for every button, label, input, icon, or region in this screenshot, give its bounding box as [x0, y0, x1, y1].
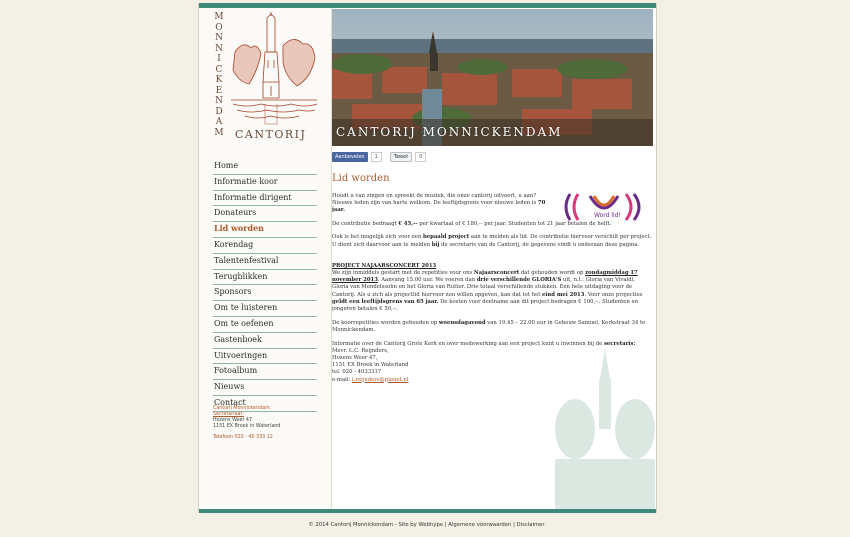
contact-phone: Telefoon 020 - 40 333 12	[213, 435, 273, 440]
intro-text-2: Nieuwe leden zijn van harte welkom. De leeftijdsgrens voor nieuwe leden is	[332, 200, 538, 207]
badge-text: Word lid!	[594, 212, 621, 219]
tweet-count: 0	[415, 152, 426, 162]
rehearsal-text: De koorrepetities worden gehouden op	[332, 319, 439, 326]
fee-amount: € 45,--	[398, 220, 418, 227]
nav-item-home[interactable]: Home	[213, 159, 317, 175]
concert-text-6: De kosten voor deelname aan dit project bedragen € 100,--. Studenten en jongeren betalen € 50,--.	[332, 298, 639, 312]
contact-city: 1151 EX Broek in Waterland	[213, 424, 281, 429]
intro-text: Houdt u van zingen en spreekt de muziek, die onze cantorij uitvoert, u aan?	[332, 193, 537, 199]
site-logo[interactable]	[199, 8, 331, 148]
logo-letter: O	[215, 22, 223, 33]
header-caption: CANTORIJ MONNICKENDAM	[336, 125, 563, 139]
facebook-count: 1	[371, 152, 382, 162]
secretary-intro: Informatie over de Cantorij Grote Kerk en over medewerking aan een project kunt u inwinnen bij de	[332, 340, 604, 347]
main-navigation	[213, 159, 317, 412]
logo-letter: C	[215, 64, 223, 75]
secretary-street: Hozens Weer 47,	[332, 354, 378, 361]
logo-vertical-text	[213, 12, 225, 138]
concert-glorias: drie verschillende GLORIA'S	[476, 277, 562, 284]
nav-item-terugblikken[interactable]: Terugblikken	[213, 270, 317, 286]
project-bold-2: bij	[431, 241, 440, 248]
secretary-email-link[interactable]: l.reijnders@planet.nl	[351, 376, 409, 383]
concert-date: zondagmiddag 17 november 2013	[332, 269, 638, 284]
logo-letter: M	[214, 127, 224, 138]
logo-letter: I	[217, 54, 221, 64]
logo-letter: N	[215, 43, 223, 54]
project-text: Ook is het mogelijk zich voor een	[332, 234, 424, 241]
facebook-like-button[interactable]: Aanbevelen	[332, 152, 368, 162]
logo-letter: M	[214, 12, 224, 22]
concert-bold: Najaarsconcert	[473, 269, 520, 276]
project-text-2: aan te melden als lid. De contributie hiervoor verschilt per project. U dient zich daarvoor aan te melden	[332, 234, 652, 248]
page-title: Lid worden	[332, 173, 390, 184]
email-label: e-mail:	[332, 376, 352, 383]
concert-age-limit: geldt een leeftijdsgrens van 65 jaar.	[332, 298, 439, 305]
church-drawing-icon	[227, 12, 322, 130]
project-heading: PROJECT NAJAARSCONCERT 2013	[332, 262, 437, 269]
nav-item-fotoalbum[interactable]: Fotoalbum	[213, 364, 317, 380]
nav-item-om-te-luisteren[interactable]: Om te luisteren	[213, 301, 317, 317]
nav-item-sponsors[interactable]: Sponsors	[213, 285, 317, 301]
rehearsal-day: woensdagavond	[438, 319, 486, 326]
nav-item-korendag[interactable]: Korendag	[213, 238, 317, 254]
contact-street: Hozens Weer 47	[213, 418, 253, 423]
nav-item-informatie-koor[interactable]: Informatie koor	[213, 175, 317, 191]
logo-letter: N	[215, 96, 223, 106]
tweet-button[interactable]: Tweet	[390, 152, 412, 162]
project-text-3: de secretaris van de Cantorij, de gegevens vindt u onderaan deze pagina.	[439, 241, 640, 248]
header-photo	[332, 9, 653, 146]
nav-item-informatie-dirigent[interactable]: Informatie dirigent	[213, 191, 317, 207]
nav-item-gastenboek[interactable]: Gastenboek	[213, 333, 317, 349]
logo-letter: A	[215, 117, 223, 127]
nav-item-donateurs[interactable]: Donateurs	[213, 206, 317, 222]
nav-item-talentenfestival[interactable]: Talentenfestival	[213, 254, 317, 270]
bottom-accent-bar	[199, 509, 656, 513]
concert-text-4: uit, n.l.: Gloria van Vivaldi, Gloria van Mendelssohn en het Gloria van Rutter. Drie totaal verschillende stukken. Een hele uitdaging voor de Cantorij. Als u zich als projectlid hiervoor zou willen opgeven, kan dat tot het	[332, 277, 636, 298]
nav-item-lid-worden[interactable]: Lid worden	[213, 222, 317, 238]
page-container	[198, 3, 657, 513]
nav-item-uitvoeringen[interactable]: Uitvoeringen	[213, 349, 317, 365]
concert-text-3: . Aanvang 15.00 uur. We voeren dan	[377, 277, 477, 284]
secretary-name: Mevr. L.C. Reijnders,	[332, 347, 389, 354]
secretary-phone: tel. 020 - 4033317	[332, 369, 382, 376]
secretary-label: secretaris:	[603, 340, 636, 347]
contact-org: Cantorij Monnickendam	[213, 406, 270, 411]
concert-text-5: . Voor onze projecties	[584, 291, 643, 298]
content-body	[332, 193, 652, 390]
logo-letter: K	[215, 75, 223, 85]
main-content	[332, 146, 655, 509]
logo-wordmark: CANTORIJ	[235, 128, 307, 141]
nav-item-contact[interactable]: Contact	[213, 396, 317, 412]
project-bold: bepaald project	[423, 234, 470, 241]
secretary-city: 1151 EX Broek in Waterland	[332, 362, 409, 369]
sidebar-contact	[213, 406, 323, 441]
logo-letter: N	[215, 33, 223, 43]
concert-text-2: dat gehouden wordt op	[519, 269, 586, 276]
nav-item-om-te-oefenen[interactable]: Om te oefenen	[213, 317, 317, 333]
fee-text-2: per kwartaal of € 180,-- per jaar. Studenten tot 21 jaar betalen de helft.	[417, 220, 612, 227]
concert-deadline: eind mei 2013	[542, 291, 585, 298]
fee-text: De contributie bedraagt	[332, 220, 399, 227]
sidebar	[199, 8, 331, 509]
logo-letter: D	[215, 106, 223, 117]
footer: © 2014 Cantorij Monnickendam - Site by Webhype | Algemene voorwaarden | Disclaimer	[308, 522, 545, 528]
rehearsal-text-2: van 19.45 – 22.00 uur in Gebouw Samuel, Kerkstraat 34 te Monnickendam.	[332, 319, 646, 333]
social-bar	[332, 152, 426, 162]
logo-letter: E	[215, 85, 223, 96]
concert-text: We zijn inmiddels gestart met de repetities voor ons	[332, 269, 474, 276]
age-limit: 70 jaar.	[332, 200, 546, 214]
contact-label[interactable]: Secretariaat:	[213, 412, 244, 417]
nav-item-nieuws[interactable]: Nieuws	[213, 380, 317, 396]
